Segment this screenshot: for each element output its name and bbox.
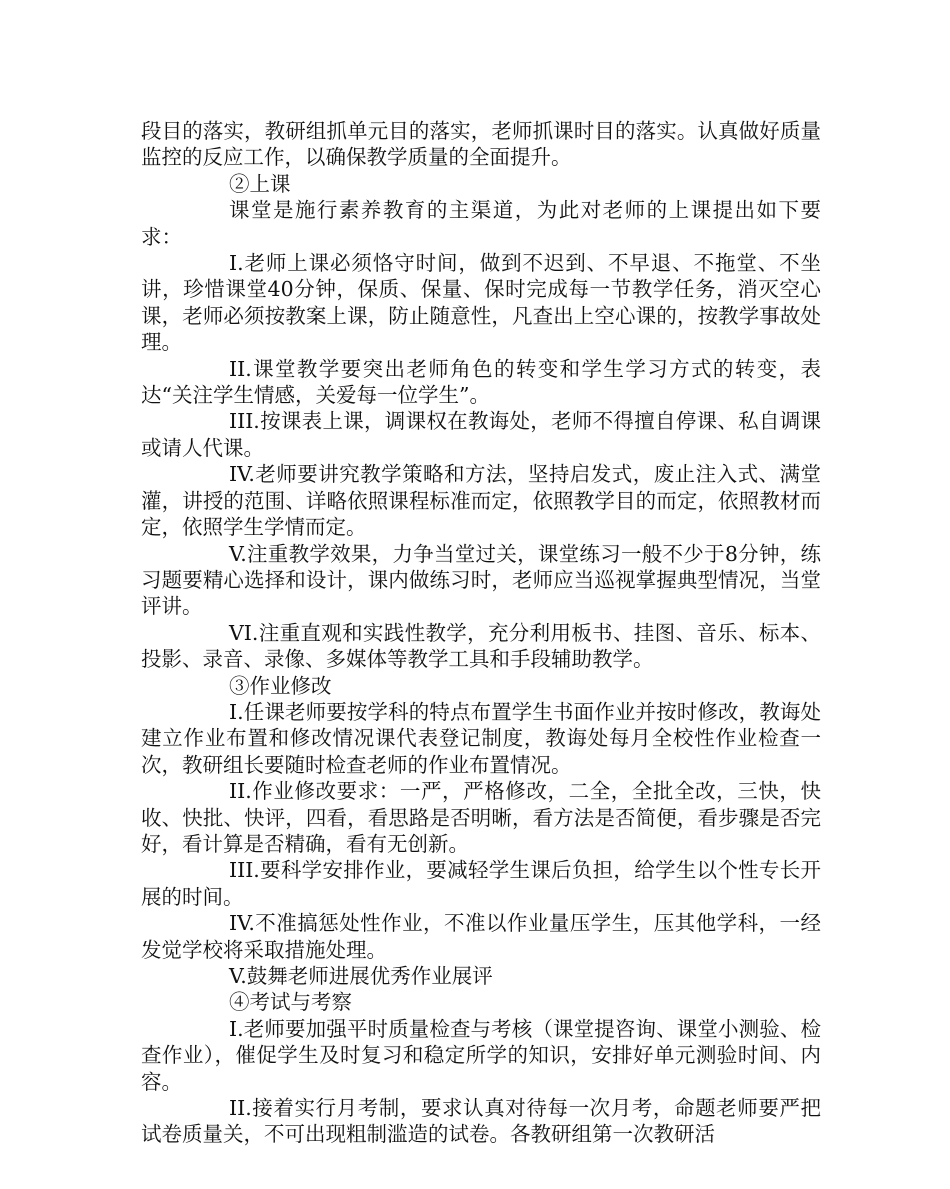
paragraph-continuation: 段目的落实，教研组抓单元目的落实，老师抓课时目的落实。认真做好质量监控的反应工作，以确保教学质量的全面提升。 bbox=[141, 119, 821, 170]
document-body bbox=[141, 118, 821, 1148]
list-item: II.接着实行月考制，要求认真对待每一次月考，命题老师要严把试卷质量关，不可出现粗制滥造的试卷。各教研组第一次教研活 bbox=[141, 1096, 821, 1147]
list-item: IV.老师要讲究教学策略和方法，坚持启发式，废止注入式、满堂灌，讲授的范围、详略依照课程标准而定，依照教学目的而定，依照教材而定，依照学生学情而定。 bbox=[141, 462, 821, 540]
list-item: II.课堂教学要突出老师角色的转变和学生学习方式的转变，表达“关注学生情感，关爱每一位学生”。 bbox=[141, 356, 821, 408]
section-heading-homework: ③作业修改 bbox=[229, 673, 332, 698]
list-item: V.鼓舞老师进展优秀作业展评 bbox=[229, 964, 493, 988]
list-item: III.按课表上课，调课权在教诲处，老师不得擅自停课、私自调课或请人代课。 bbox=[141, 409, 821, 460]
section-heading-exams: ④考试与考察 bbox=[229, 990, 352, 1015]
list-item: IV.不准搞惩处性作业，不准以作业量压学生，压其他学科，一经发觉学校将采取措施处理。 bbox=[141, 911, 821, 962]
section-heading-class: ②上课 bbox=[229, 171, 291, 196]
list-item: II.作业修改要求：一严，严格修改，二全，全批全改，三快，快收、快批、快评，四看，看思路是否明晰，看方法是否简便，看步骤是否完好，看计算是否精确，看有无创新。 bbox=[141, 779, 821, 856]
list-item: VI.注重直观和实践性教学，充分利用板书、挂图、音乐、标本、投影、录音、录像、多媒体等教学工具和手段辅助教学。 bbox=[141, 620, 821, 672]
paragraph: 课堂是施行素养教育的主渠道，为此对老师的上课提出如下要求： bbox=[141, 198, 821, 249]
list-item: I.老师要加强平时质量检查与考核（课堂提咨询、课堂小测验、检查作业），催促学生及时复习和稳定所学的知识，安排好单元测验时间、内容。 bbox=[141, 1016, 821, 1094]
list-item: I.老师上课必须恪守时间，做到不迟到、不早退、不拖堂、不坐讲，珍惜课堂40分钟，保质、保量、保时完成每一节教学任务，消灭空心课，老师必须按教案上课，防止随意性，凡查出上空心课的，按教学事故处理。 bbox=[141, 251, 821, 355]
list-item: V.注重教学效果，力争当堂过关，课堂练习一般不少于8分钟，练习题要精心选择和设计，课内做练习时，老师应当巡视掌握典型情况，当堂评讲。 bbox=[141, 541, 821, 619]
list-item: I.任课老师要按学科的特点布置学生书面作业并按时修改，教诲处建立作业布置和修改情况课代表登记制度，教诲处每月全校性作业检查一次，教研组长要随时检查老师的作业布置情况。 bbox=[141, 699, 821, 777]
list-item: III.要科学安排作业，要减轻学生课后负担，给学生以个性专长开展的时间。 bbox=[141, 858, 821, 909]
